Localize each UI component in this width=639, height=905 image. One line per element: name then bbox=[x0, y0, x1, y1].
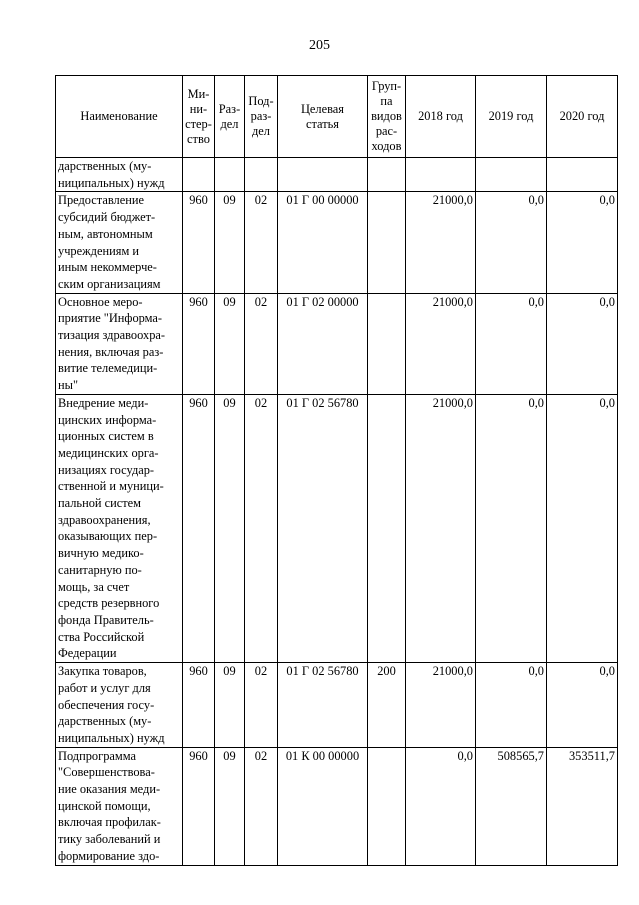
cell-2018: 21000,0 bbox=[406, 192, 476, 293]
header-target: Целевая статья bbox=[278, 76, 368, 158]
cell-target: 01 Г 02 00000 bbox=[278, 293, 368, 394]
header-group: Груп- па видов рас- ходов bbox=[368, 76, 406, 158]
table-header bbox=[56, 76, 618, 158]
cell-subsection: 02 bbox=[245, 747, 278, 865]
cell-group bbox=[368, 293, 406, 394]
cell-subsection: 02 bbox=[245, 663, 278, 748]
cell-name: Закупка товаров, работ и услуг для обеспечения госу- дарственных (му- ниципальных) нужд bbox=[56, 663, 183, 748]
header-subsection: Под- раз- дел bbox=[245, 76, 278, 158]
cell-ministry: 960 bbox=[183, 192, 215, 293]
cell-2018: 0,0 bbox=[406, 747, 476, 865]
cell-target bbox=[278, 158, 368, 192]
header-row bbox=[56, 76, 618, 158]
cell-2019: 508565,7 bbox=[476, 747, 547, 865]
cell-section: 09 bbox=[215, 747, 245, 865]
cell-name: Основное меро- приятие "Информа- тизация здравоохра- нения, включая раз- витие телемедици- ны" bbox=[56, 293, 183, 394]
cell-section: 09 bbox=[215, 192, 245, 293]
cell-name: Предоставление субсидий бюджет- ным, автономным учреждениям и иным некоммерче- ским организациям bbox=[56, 192, 183, 293]
cell-2020 bbox=[547, 158, 618, 192]
cell-target: 01 Г 00 00000 bbox=[278, 192, 368, 293]
cell-name: Подпрограмма "Совершенствова- ние оказания меди- цинской помощи, включая профилак- тику заболеваний и формирование здо- bbox=[56, 747, 183, 865]
cell-group bbox=[368, 394, 406, 662]
cell-name: дарственных (му- ниципальных) нужд bbox=[56, 158, 183, 192]
cell-ministry: 960 bbox=[183, 747, 215, 865]
cell-2020: 0,0 bbox=[547, 394, 618, 662]
cell-ministry: 960 bbox=[183, 394, 215, 662]
table-row bbox=[56, 192, 618, 293]
cell-section: 09 bbox=[215, 663, 245, 748]
table-row bbox=[56, 394, 618, 662]
cell-2018: 21000,0 bbox=[406, 663, 476, 748]
page-number: 205 bbox=[309, 38, 330, 53]
table-body bbox=[56, 158, 618, 866]
header-2019: 2019 год bbox=[476, 76, 547, 158]
cell-subsection: 02 bbox=[245, 192, 278, 293]
table-row bbox=[56, 663, 618, 748]
cell-subsection bbox=[245, 158, 278, 192]
cell-2020: 0,0 bbox=[547, 192, 618, 293]
header-ministry: Ми- ни- стер- ство bbox=[183, 76, 215, 158]
cell-subsection: 02 bbox=[245, 293, 278, 394]
cell-target: 01 Г 02 56780 bbox=[278, 394, 368, 662]
cell-group: 200 bbox=[368, 663, 406, 748]
cell-2018: 21000,0 bbox=[406, 293, 476, 394]
cell-2018 bbox=[406, 158, 476, 192]
table-row bbox=[56, 747, 618, 865]
cell-group bbox=[368, 158, 406, 192]
cell-ministry bbox=[183, 158, 215, 192]
cell-section: 09 bbox=[215, 293, 245, 394]
cell-ministry: 960 bbox=[183, 293, 215, 394]
cell-2018: 21000,0 bbox=[406, 394, 476, 662]
cell-group bbox=[368, 192, 406, 293]
cell-ministry: 960 bbox=[183, 663, 215, 748]
cell-2020: 353511,7 bbox=[547, 747, 618, 865]
cell-group bbox=[368, 747, 406, 865]
table-row bbox=[56, 158, 618, 192]
cell-2019 bbox=[476, 158, 547, 192]
cell-subsection: 02 bbox=[245, 394, 278, 662]
cell-2020: 0,0 bbox=[547, 293, 618, 394]
cell-2019: 0,0 bbox=[476, 293, 547, 394]
cell-section bbox=[215, 158, 245, 192]
cell-2019: 0,0 bbox=[476, 394, 547, 662]
cell-target: 01 Г 02 56780 bbox=[278, 663, 368, 748]
header-2018: 2018 год bbox=[406, 76, 476, 158]
cell-2020: 0,0 bbox=[547, 663, 618, 748]
budget-table bbox=[55, 75, 618, 866]
cell-name: Внедрение меди- цинских информа- ционных систем в медицинских орга- низациях государ- ственной и муници- пальной систем здравоохранения, оказывающих пер- вичную медико- санитарную по- мощь, за счет средств резервного фонда Правитель- ства Российской Федерации bbox=[56, 394, 183, 662]
cell-2019: 0,0 bbox=[476, 663, 547, 748]
table-row bbox=[56, 293, 618, 394]
cell-section: 09 bbox=[215, 394, 245, 662]
cell-target: 01 К 00 00000 bbox=[278, 747, 368, 865]
header-section: Раз- дел bbox=[215, 76, 245, 158]
header-name: Наименование bbox=[56, 76, 183, 158]
cell-2019: 0,0 bbox=[476, 192, 547, 293]
header-2020: 2020 год bbox=[547, 76, 618, 158]
